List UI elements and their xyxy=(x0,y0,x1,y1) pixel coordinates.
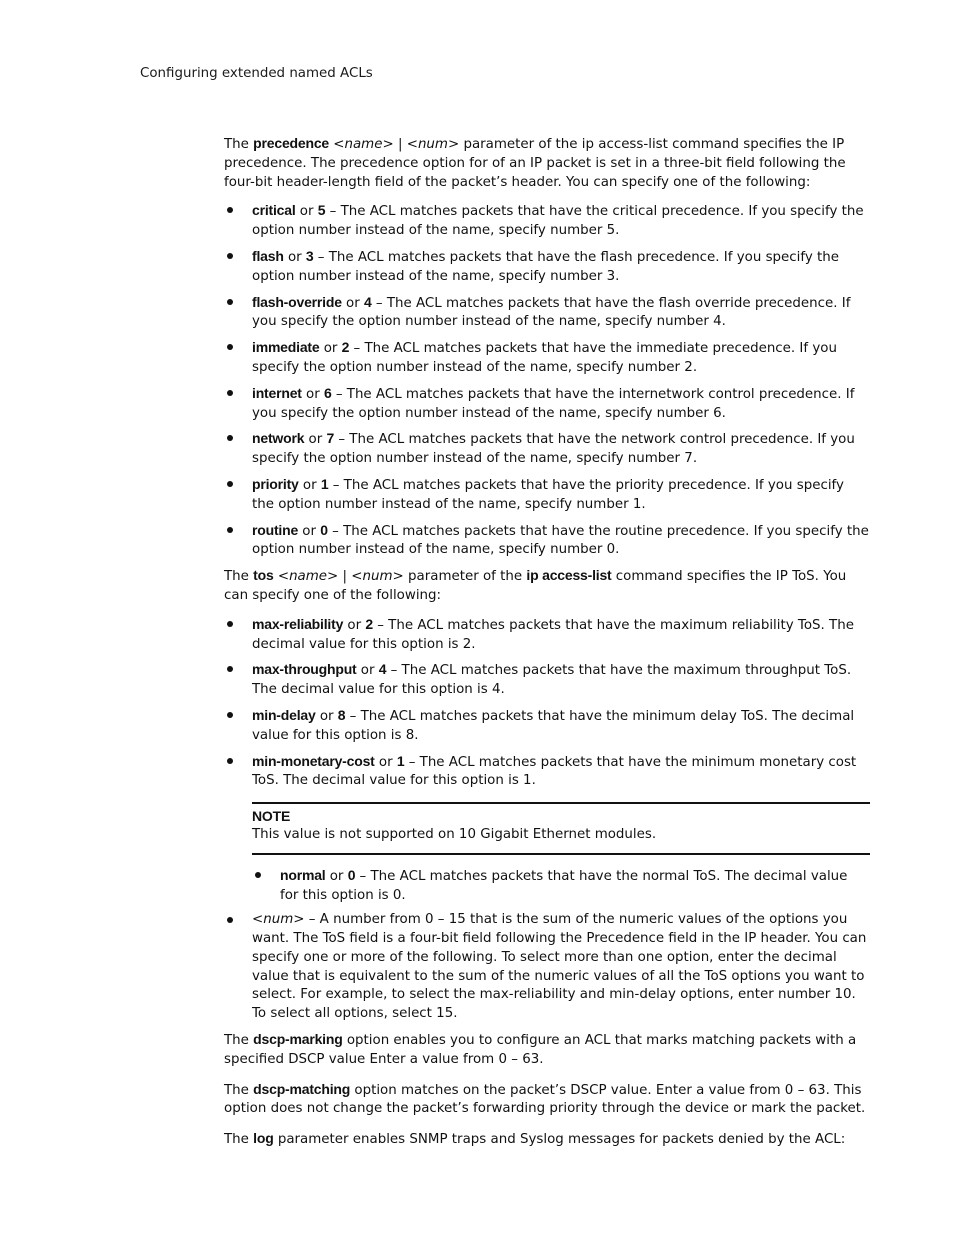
text-the: The xyxy=(224,137,249,152)
dscp-marking-text: option enables you to configure an ACL that marks matching packets with a specified DSCP value Enter a value from 0 – 63. xyxy=(224,1033,857,1067)
option-description: – The ACL matches packets that have the maximum throughput ToS. The decimal value for this option is 4. xyxy=(252,663,852,698)
option-or: or xyxy=(315,708,338,724)
option-name: priority xyxy=(252,475,299,492)
param-name: <name> xyxy=(333,137,394,152)
option-or: or xyxy=(343,617,366,633)
dscp-matching-paragraph xyxy=(224,1080,870,1120)
note-title: NOTE xyxy=(252,808,291,825)
tos-intro-text: command specifies the IP ToS. You can specify one of the following: xyxy=(224,569,847,603)
option-number: 4 xyxy=(364,293,372,310)
precedence-item xyxy=(224,475,870,515)
option-number: 0 xyxy=(320,521,328,538)
option-or: or xyxy=(298,523,321,539)
option-or: or xyxy=(295,204,318,220)
option-name: flash xyxy=(252,247,284,264)
option-number: 0 xyxy=(347,866,356,883)
text-the: The xyxy=(224,1033,249,1049)
option-name: routine xyxy=(252,521,299,538)
tos-item xyxy=(224,752,870,792)
num-item xyxy=(224,911,870,1024)
document-body xyxy=(224,134,870,1150)
option-name: flash-override xyxy=(252,293,342,310)
precedence-intro-paragraph xyxy=(224,134,870,192)
precedence-item xyxy=(224,201,870,241)
text-the: The xyxy=(224,1082,249,1098)
tos-item xyxy=(224,660,870,700)
keyword-precedence: precedence xyxy=(253,135,329,151)
tos-item xyxy=(224,615,870,655)
num-list xyxy=(224,911,870,1024)
option-number: 3 xyxy=(305,247,314,264)
option-description: – The ACL matches packets that have the flash override precedence. If you specify the option number instead of the name, specify number 4. xyxy=(252,295,851,330)
dscp-marking-paragraph xyxy=(224,1030,870,1070)
option-number: 5 xyxy=(317,202,326,219)
option-or: or xyxy=(298,477,321,493)
precedence-item xyxy=(224,293,870,333)
option-description: – A number from 0 – 15 that is the sum of the numeric values of the options you want. The ToS field is a four-bit field following the Precedence field in the IP header. You can specify one or more of the following. To select more than one option, enter the decimal value that is equivalent to the sum of the numeric values of all the ToS options you want to select. For example, to select the max-reliability and min-delay options, enter number 10. To select all options, select 15. xyxy=(252,912,867,1022)
option-or: or xyxy=(319,341,342,357)
precedence-item xyxy=(224,521,870,561)
option-number: 4 xyxy=(378,661,387,678)
option-number: 7 xyxy=(326,430,335,447)
keyword-dscp-matching: dscp-matching xyxy=(253,1080,351,1097)
option-description: – The ACL matches packets that have the internetwork control precedence. If you specify the option number instead of the name, specify number 6. xyxy=(252,386,855,421)
precedence-item xyxy=(224,429,870,469)
option-or: or xyxy=(304,432,327,448)
option-or: or xyxy=(301,386,324,402)
precedence-item xyxy=(224,338,870,378)
tos-intro-paragraph xyxy=(224,566,870,606)
text-the: The xyxy=(224,1132,249,1148)
keyword-log: log xyxy=(253,1130,274,1147)
option-name: normal xyxy=(280,866,326,883)
option-description: – The ACL matches packets that have the critical precedence. If you specify the option number instead of the name, specify number 5. xyxy=(252,204,864,239)
option-number: 1 xyxy=(320,475,329,492)
option-description: – The ACL matches packets that have the immediate precedence. If you specify the option number instead of the name, specify number 2. xyxy=(252,341,837,375)
param-num: <num> xyxy=(351,569,404,585)
option-description: – The ACL matches packets that have the routine precedence. If you specify the option number instead of the name, specify number 0. xyxy=(252,523,869,558)
keyword-tos: tos xyxy=(253,567,274,584)
option-description: – The ACL matches packets that have the maximum reliability ToS. The decimal value for this option is 2. xyxy=(252,617,854,652)
option-number: 1 xyxy=(396,752,405,769)
log-text: parameter enables SNMP traps and Syslog messages for packets denied by the ACL: xyxy=(273,1132,846,1148)
normal-sublist xyxy=(224,866,870,906)
option-description: – The ACL matches packets that have the priority precedence. If you specify the option number instead of the name, specify number 1. xyxy=(252,477,844,512)
option-or: or xyxy=(283,249,306,265)
option-or: or xyxy=(356,663,379,679)
option-description: – The ACL matches packets that have the flash precedence. If you specify the option number instead of the name, specify number 3. xyxy=(252,249,840,284)
option-name: min-delay xyxy=(252,706,316,723)
option-name: network xyxy=(252,430,305,447)
precedence-item xyxy=(224,384,870,424)
option-or: or xyxy=(325,868,348,884)
option-or: or xyxy=(341,295,365,311)
option-name: max-throughput xyxy=(252,661,357,678)
option-name: max-reliability xyxy=(252,615,344,632)
option-number: 6 xyxy=(323,384,332,401)
option-description: – The ACL matches packets that have the normal ToS. The decimal value for this option is 0. xyxy=(280,868,848,903)
option-number: 2 xyxy=(341,339,350,356)
option-name: min-monetary-cost xyxy=(252,752,375,769)
param-name: <name> xyxy=(277,569,339,585)
precedence-item xyxy=(224,247,870,287)
log-paragraph xyxy=(224,1129,870,1150)
tos-item xyxy=(224,706,870,746)
note-box xyxy=(252,802,870,855)
option-description: – The ACL matches packets that have the minimum delay ToS. The decimal value for this option is 8. xyxy=(252,708,855,743)
param-num: <num> xyxy=(406,137,460,152)
param-num: <num> xyxy=(252,912,305,928)
option-number: 2 xyxy=(365,615,373,632)
dscp-matching-text: option matches on the packet’s DSCP value. Enter a value from 0 – 63. This option does not change the packet’s forwarding priority through the device or mark the packet. xyxy=(224,1082,866,1117)
precedence-list xyxy=(224,201,870,560)
text-the: The xyxy=(224,569,249,585)
note-text: This value is not supported on 10 Gigabit Ethernet modules. xyxy=(252,826,657,842)
param-separator: | xyxy=(393,137,407,152)
option-or: or xyxy=(374,754,397,770)
page-header: Configuring extended named ACLs xyxy=(140,66,373,81)
tos-list xyxy=(224,615,870,791)
option-description: – The ACL matches packets that have the minimum monetary cost ToS. The decimal value for this option is 1. xyxy=(252,754,857,789)
tos-intro-mid: parameter of the xyxy=(403,569,527,585)
option-name: immediate xyxy=(252,339,320,356)
option-description: – The ACL matches packets that have the network control precedence. If you specify the option number instead of the name, specify number 7. xyxy=(252,432,855,467)
param-separator: | xyxy=(338,569,352,585)
option-name: critical xyxy=(252,202,296,219)
keyword-ip-access-list: ip access-list xyxy=(526,567,612,584)
tos-item-normal xyxy=(224,866,870,906)
intro-text: parameter of the ip access-list command specifies the IP precedence. The precedence option for of an IP packet is set in a three-bit field following the four-bit header-length field of the packet’s header. You can specify one of the following: xyxy=(224,137,846,190)
keyword-dscp-marking: dscp-marking xyxy=(253,1031,343,1048)
option-number: 8 xyxy=(337,706,346,723)
option-name: internet xyxy=(252,384,302,401)
